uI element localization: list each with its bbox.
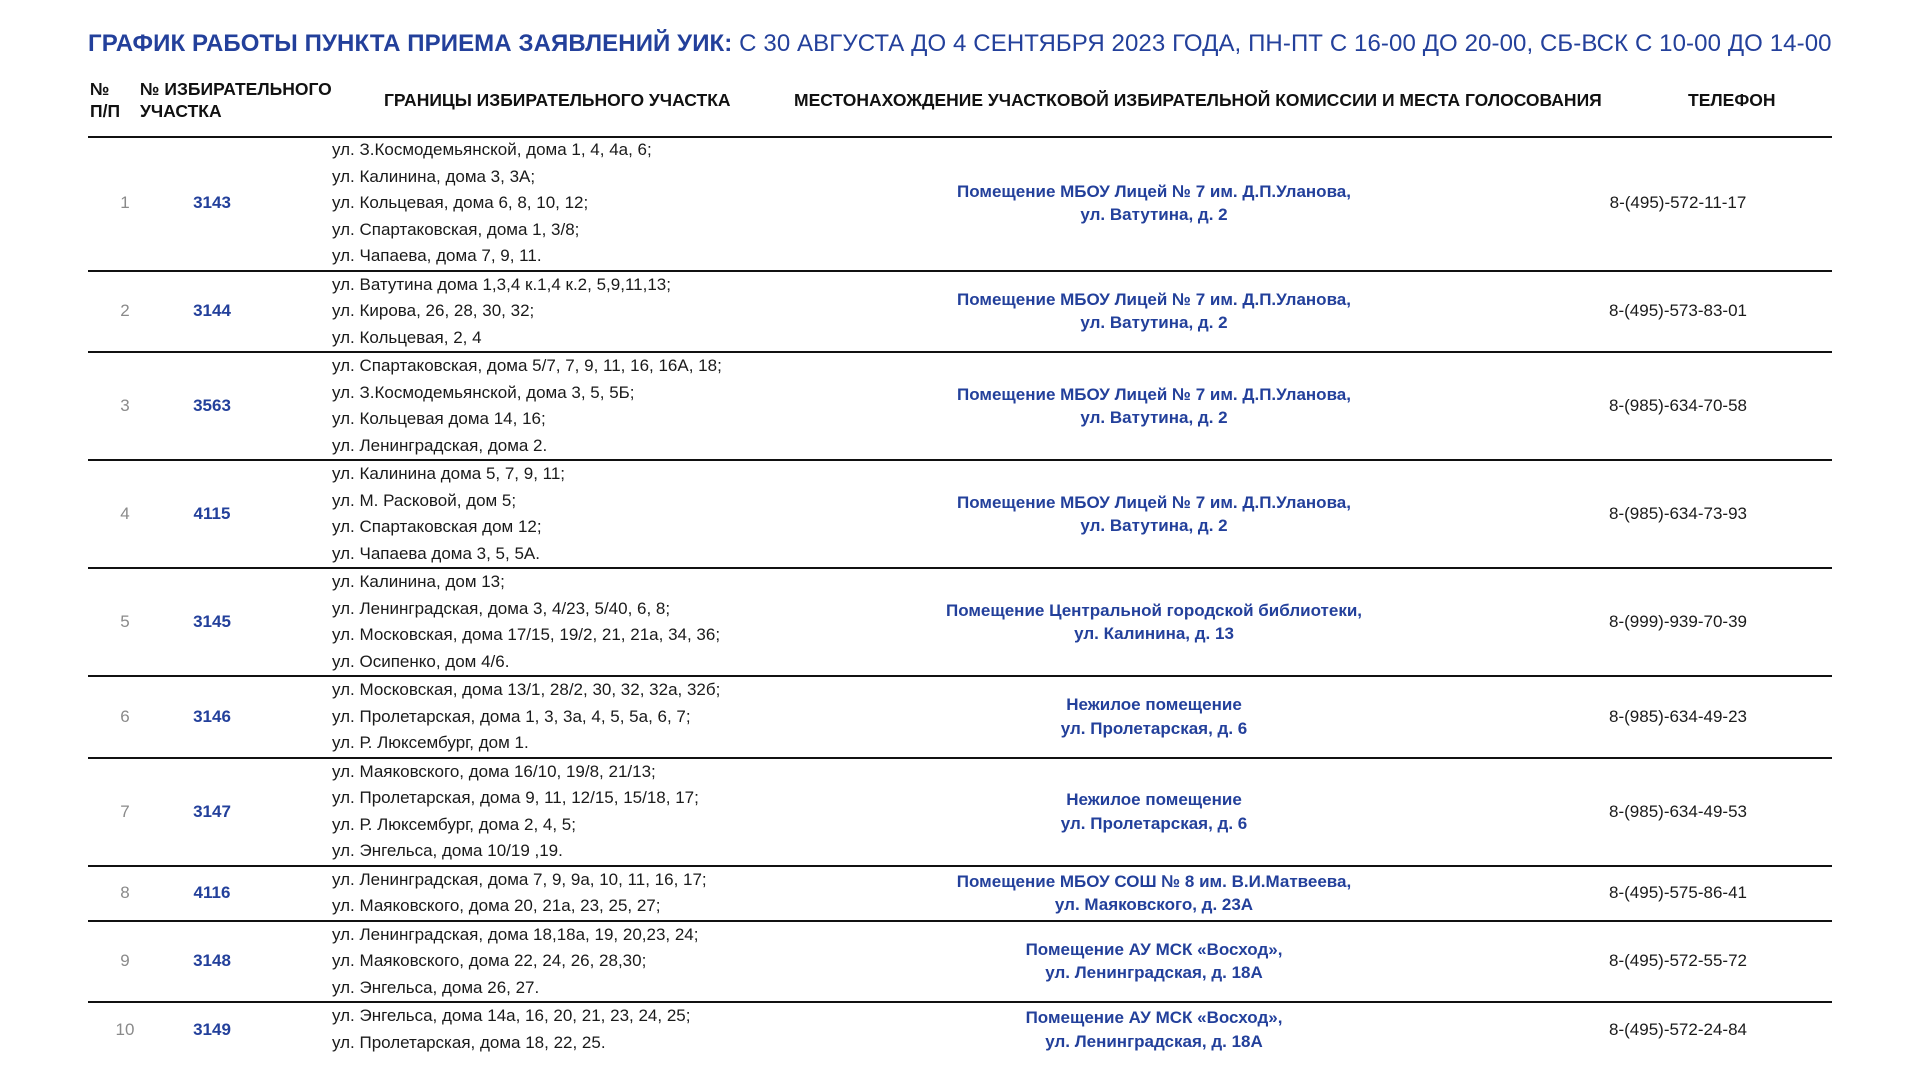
precinct-boundaries (262, 569, 784, 675)
boundary-line: ул. Р. Люксембург, дома 2, 4, 5; (332, 814, 576, 834)
header-number-line1: № (90, 79, 110, 99)
header-number-line2: П/П (90, 101, 121, 121)
location-line2: ул. Ватутина, д. 2 (1080, 516, 1228, 535)
row-number: 4 (120, 504, 130, 523)
boundary-line: ул. Кирова, 26, 28, 30, 32; (332, 301, 535, 320)
precinct-boundaries (262, 353, 784, 459)
precinct-boundaries (262, 137, 784, 270)
location-line1: Нежилое помещение (1066, 790, 1242, 809)
location-line2: ул. Ленинградская, д. 18А (1045, 963, 1263, 983)
header-location: МЕСТОНАХОЖДЕНИЕ УЧАСТКОВОЙ ИЗБИРАТЕЛЬНОЙ КОМИССИИ И МЕСТА ГОЛОСОВАНИЯ (794, 90, 1602, 110)
location-line1: Помещение АУ МСК «Восход», (1025, 939, 1283, 959)
header-boundaries: ГРАНИЦЫ ИЗБИРАТЕЛЬНОГО УЧАСТКА (384, 90, 731, 110)
table-row (88, 759, 1832, 867)
row-number: 3 (120, 396, 130, 415)
boundary-line: ул. Спартаковская, дома 1, 3/8; (332, 219, 580, 239)
commission-location (784, 788, 1524, 835)
header-number (90, 78, 120, 122)
precinct-number: 3149 (193, 1019, 231, 1039)
title-schedule: С 30 АВГУСТА ДО 4 СЕНТЯБРЯ 2023 ГОДА, ПН-ПТ С 16-00 ДО 20-00, СБ-ВСК С 10-00 ДО 14-00 (732, 30, 1832, 57)
boundary-line: ул. Кольцевая, дома 6, 8, 10, 12; (332, 193, 589, 212)
boundary-line: ул. М. Расковой, дом 5; (332, 490, 517, 510)
phone-number: 8-(495)-572-24-84 (1609, 1019, 1747, 1039)
boundary-line: ул. Пролетарская, дома 1, 3, 3а, 4, 5, 5а, 6, 7; (332, 706, 691, 726)
location-line1: Помещение МБОУ СОШ № 8 им. В.И.Матвеева, (956, 871, 1352, 891)
boundary-line: ул. Спартаковская, дома 5/7, 7, 9, 11, 16, 16А, 18; (332, 356, 722, 375)
boundary-line: ул. Московская, дома 17/15, 19/2, 21, 21а, 34, 36; (332, 625, 721, 644)
boundary-line: ул. Калинина, дом 13; (332, 572, 505, 591)
location-line1: Помещение МБОУ Лицей № 7 им. Д.П.Уланова, (957, 289, 1351, 309)
commission-location (784, 383, 1524, 430)
location-line1: Помещение АУ МСК «Восход», (1025, 1008, 1283, 1027)
commission-location (784, 288, 1524, 335)
location-line2: ул. Ватутина, д. 2 (1080, 313, 1228, 333)
boundary-line: ул. Маяковского, дома 16/10, 19/8, 21/13; (332, 761, 656, 781)
precinct-number: 4116 (193, 883, 231, 902)
boundary-line: ул. Маяковского, дома 22, 24, 26, 28,30; (332, 951, 647, 970)
precinct-number: 3144 (193, 301, 231, 321)
boundary-line: ул. Московская, дома 13/1, 28/2, 30, 32, 32а, 32б; (332, 680, 721, 699)
boundary-line: ул. Ватутина дома 1,3,4 к.1,4 к.2, 5,9,11,13; (332, 274, 671, 294)
commission-location (784, 180, 1524, 227)
table-header (88, 74, 1832, 138)
precinct-number: 3146 (193, 706, 231, 726)
precinct-boundaries (262, 677, 784, 757)
location-line2: ул. Калинина, д. 13 (1074, 624, 1234, 643)
precinct-boundaries (262, 759, 784, 865)
location-line1: Нежилое помещение (1066, 695, 1242, 715)
precinct-number: 4115 (193, 504, 231, 523)
commission-location (784, 1006, 1524, 1053)
table-row (88, 922, 1832, 1004)
boundary-line: ул. Спартаковская дом 12; (332, 517, 542, 536)
precinct-table (88, 137, 1832, 1056)
precinct-number: 3143 (193, 193, 231, 213)
location-line2: ул. Ватутина, д. 2 (1080, 408, 1228, 427)
title-lead: ГРАФИК РАБОТЫ ПУНКТА ПРИЕМА ЗАЯВЛЕНИЙ УИК: (88, 30, 733, 57)
row-number: 10 (115, 1019, 135, 1039)
boundary-line: ул. Кольцевая дома 14, 16; (332, 409, 546, 428)
boundary-line: ул. Чапаева дома 3, 5, 5А. (332, 543, 540, 563)
commission-location (784, 491, 1524, 538)
table-row (88, 1003, 1832, 1056)
boundary-line: ул. Калинина дома 5, 7, 9, 11; (332, 464, 566, 483)
location-line2: ул. Ватутина, д. 2 (1080, 205, 1228, 225)
row-number: 8 (120, 883, 130, 902)
boundary-line: ул. Пролетарская, дома 9, 11, 12/15, 15/18, 17; (332, 788, 699, 807)
row-number: 2 (120, 301, 130, 321)
boundary-line: ул. Ленинградская, дома 18,18а, 19, 20,23, 24; (332, 924, 699, 944)
phone-number: 8-(495)-575-86-41 (1609, 883, 1747, 902)
phone-number: 8-(999)-939-70-39 (1609, 612, 1747, 631)
precinct-number: 3145 (193, 612, 231, 631)
location-line1: Помещение МБОУ Лицей № 7 им. Д.П.Уланова, (957, 384, 1351, 404)
precinct-boundaries (262, 1003, 784, 1056)
header-precinct (140, 78, 332, 122)
boundary-line: ул. Калинина, дома 3, 3А; (332, 166, 536, 186)
header-phone: ТЕЛЕФОН (1688, 90, 1776, 110)
precinct-number: 3563 (193, 396, 231, 415)
precinct-boundaries (262, 922, 784, 1002)
row-number: 1 (120, 193, 130, 213)
boundary-line: ул. Ленинградская, дома 3, 4/23, 5/40, 6, 8; (332, 598, 671, 618)
boundary-line: ул. Чапаева, дома 7, 9, 11. (332, 246, 542, 265)
table-row (88, 272, 1832, 354)
precinct-number: 3147 (193, 801, 231, 821)
commission-location (784, 870, 1524, 917)
location-line2: ул. Пролетарская, д. 6 (1060, 813, 1248, 833)
precinct-number: 3148 (193, 951, 231, 971)
phone-number: 8-(495)-572-55-72 (1609, 951, 1747, 971)
boundary-line: ул. Ленинградская, дома 2. (332, 435, 548, 455)
table-row (88, 867, 1832, 922)
boundary-line: ул. Ленинградская, дома 7, 9, 9а, 10, 11, 16, 17; (332, 869, 707, 889)
table-row (88, 677, 1832, 759)
phone-number: 8-(495)-572-11-17 (1609, 193, 1747, 213)
location-line1: Помещение МБОУ Лицей № 7 им. Д.П.Уланова, (957, 492, 1351, 512)
location-line1: Помещение МБОУ Лицей № 7 им. Д.П.Уланова, (957, 181, 1351, 201)
phone-number: 8-(985)-634-49-23 (1609, 706, 1747, 726)
boundary-line: ул. Р. Люксембург, дом 1. (332, 733, 529, 752)
boundary-line: ул. Энгельса, дома 10/19 ,19. (332, 841, 563, 860)
phone-number: 8-(985)-634-73-93 (1609, 504, 1747, 523)
location-line1: Помещение Центральной городской библиотеки, (945, 600, 1363, 620)
row-number: 7 (120, 801, 130, 821)
row-number: 9 (120, 951, 130, 971)
table-row (88, 137, 1832, 272)
commission-location (784, 693, 1524, 740)
phone-number: 8-(985)-634-70-58 (1609, 396, 1747, 415)
boundary-line: ул. З.Космодемьянской, дома 3, 5, 5Б; (332, 382, 635, 402)
header-precinct-line1: № ИЗБИРАТЕЛЬНОГО (140, 79, 332, 99)
row-number: 5 (120, 612, 130, 631)
boundary-line: ул. З.Космодемьянской, дома 1, 4, 4а, 6; (332, 140, 652, 159)
table-row (88, 461, 1832, 569)
boundary-line: ул. Кольцевая, 2, 4 (332, 327, 482, 347)
boundary-line: ул. Маяковского, дома 20, 21а, 23, 25, 27; (332, 896, 661, 915)
boundary-line: ул. Энгельса, дома 26, 27. (332, 977, 540, 997)
precinct-boundaries (262, 461, 784, 567)
table-row (88, 569, 1832, 677)
commission-location (784, 599, 1524, 646)
precinct-boundaries (262, 867, 784, 920)
phone-number: 8-(985)-634-49-53 (1609, 801, 1747, 821)
precinct-boundaries (262, 272, 784, 352)
commission-location (784, 938, 1524, 985)
phone-number: 8-(495)-573-83-01 (1609, 301, 1747, 321)
header-precinct-line2: УЧАСТКА (140, 101, 222, 121)
location-line2: ул. Ленинградская, д. 18А (1045, 1031, 1263, 1051)
table-row (88, 353, 1832, 461)
page-title (88, 30, 1888, 58)
location-line2: ул. Пролетарская, д. 6 (1060, 718, 1248, 738)
boundary-line: ул. Пролетарская, дома 18, 22, 25. (332, 1032, 606, 1052)
boundary-line: ул. Энгельса, дома 14а, 16, 20, 21, 23, 24, 25; (332, 1006, 691, 1025)
boundary-line: ул. Осипенко, дом 4/6. (332, 651, 510, 671)
location-line2: ул. Маяковского, д. 23А (1054, 895, 1254, 914)
row-number: 6 (120, 706, 130, 726)
